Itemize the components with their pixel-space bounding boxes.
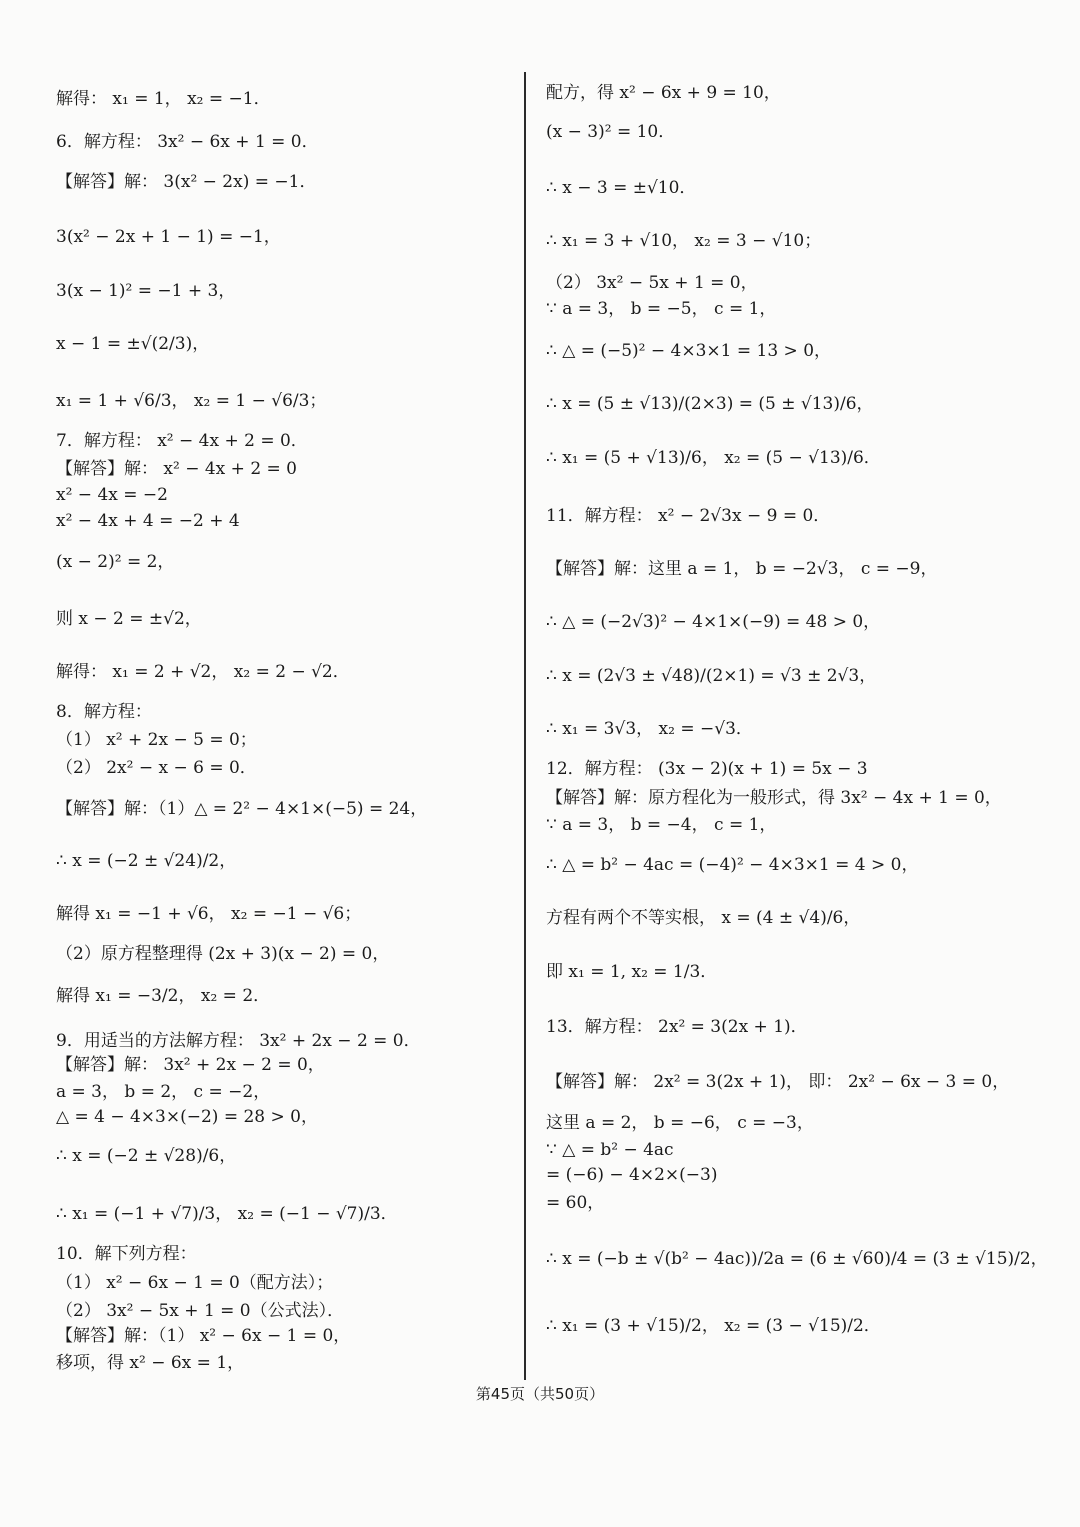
left-line: (x − 2)² = 2， bbox=[56, 552, 175, 572]
right-line: ∴ △ = (−2√3)² − 4×1×(−9) = 48 > 0， bbox=[546, 612, 881, 632]
right-line: 这里 a = 2， b = −6， c = −3， bbox=[546, 1113, 814, 1133]
left-line: 7．解方程： x² − 4x + 2 = 0． bbox=[56, 431, 308, 451]
left-line: 10．解下列方程： bbox=[56, 1244, 197, 1264]
left-line: 解得 x₁ = −3/2， x₂ = 2． bbox=[56, 986, 271, 1006]
left-line: x² − 4x + 4 = −2 + 4 bbox=[56, 511, 240, 531]
right-line: ∴ x₁ = (5 + √13)/6， x₂ = (5 − √13)/6． bbox=[546, 448, 881, 468]
right-line: ∵ a = 3， b = −5， c = 1， bbox=[546, 299, 777, 319]
right-line: ∴ x₁ = 3√3， x₂ = −√3． bbox=[546, 719, 753, 739]
right-line: 【解答】解： 2x² = 3(2x + 1)， 即： 2x² − 6x − 3 = 0， bbox=[546, 1072, 1010, 1092]
right-line: （2） 3x² − 5x + 1 = 0， bbox=[546, 273, 758, 293]
right-line: 【解答】解：这里 a = 1， b = −2√3， c = −9， bbox=[546, 559, 938, 579]
right-line: = 60， bbox=[546, 1193, 605, 1213]
left-line: （2） 2x² − x − 6 = 0． bbox=[56, 758, 257, 778]
left-line: x² − 4x = −2 bbox=[56, 485, 168, 505]
left-line: 3(x − 1)² = −1 + 3， bbox=[56, 281, 236, 301]
right-line: (x − 3)² = 10． bbox=[546, 122, 676, 142]
left-line: ∴ x₁ = (−1 + √7)/3， x₂ = (−1 − √7)/3． bbox=[56, 1204, 398, 1224]
right-line: ∴ △ = (−5)² − 4×3×1 = 13 > 0， bbox=[546, 341, 832, 361]
left-line: a = 3， b = 2， c = −2， bbox=[56, 1082, 271, 1102]
right-line: 11．解方程： x² − 2√3x − 9 = 0． bbox=[546, 506, 831, 526]
left-line: 【解答】解：（1） x² − 6x − 1 = 0， bbox=[56, 1326, 351, 1346]
right-line: = (−6) − 4×2×(−3) bbox=[546, 1165, 718, 1185]
right-line: ∴ x₁ = 3 + √10， x₂ = 3 − √10； bbox=[546, 231, 822, 251]
left-line: 【解答】解： 3x² + 2x − 2 = 0， bbox=[56, 1055, 325, 1075]
left-line: （1） x² + 2x − 5 = 0； bbox=[56, 730, 257, 750]
left-line: 移项，得 x² − 6x = 1， bbox=[56, 1353, 245, 1373]
right-line: 【解答】解：原方程化为一般形式，得 3x² − 4x + 1 = 0， bbox=[546, 788, 1002, 808]
left-line: △ = 4 − 4×3×(−2) = 28 > 0， bbox=[56, 1107, 318, 1127]
right-line: 方程有两个不等实根， x = (4 ± √4)/6， bbox=[546, 908, 861, 928]
left-line: 8．解方程： bbox=[56, 702, 152, 722]
right-line: ∵ △ = b² − 4ac bbox=[546, 1140, 674, 1160]
left-line: （2）原方程整理得 (2x + 3)(x − 2) = 0， bbox=[56, 944, 390, 964]
left-line: x₁ = 1 + √6/3， x₂ = 1 − √6/3； bbox=[56, 391, 327, 411]
right-line: ∴ x = (5 ± √13)/(2×3) = (5 ± √13)/6， bbox=[546, 394, 874, 414]
column-divider bbox=[524, 72, 526, 1380]
left-line: 【解答】解： 3(x² − 2x) = −1． bbox=[56, 172, 317, 192]
left-line: （1） x² − 6x − 1 = 0（配方法）； bbox=[56, 1273, 334, 1293]
left-line: 解得 x₁ = −1 + √6， x₂ = −1 − √6； bbox=[56, 904, 362, 924]
left-line: ∴ x = (−2 ± √28)/6， bbox=[56, 1146, 237, 1166]
right-line: ∴ △ = b² − 4ac = (−4)² − 4×3×1 = 4 > 0， bbox=[546, 855, 919, 875]
left-line: ∴ x = (−2 ± √24)/2， bbox=[56, 851, 237, 871]
right-line: 13．解方程： 2x² = 3(2x + 1)． bbox=[546, 1017, 808, 1037]
left-line: 【解答】解： x² − 4x + 2 = 0 bbox=[56, 459, 297, 479]
right-line: ∴ x = (−b ± √(b² − 4ac))/2a = (6 ± √60)/4 = (3 ± √15)/2， bbox=[546, 1249, 1048, 1269]
left-line: 解得： x₁ = 2 + √2， x₂ = 2 − √2． bbox=[56, 662, 350, 682]
left-line: （2） 3x² − 5x + 1 = 0（公式法）． bbox=[56, 1301, 345, 1321]
left-line: 9．用适当的方法解方程： 3x² + 2x − 2 = 0． bbox=[56, 1031, 421, 1051]
right-line: ∴ x₁ = (3 + √15)/2， x₂ = (3 − √15)/2． bbox=[546, 1316, 881, 1336]
right-line: 即 x₁ = 1, x₂ = 1/3． bbox=[546, 962, 718, 982]
left-line: 3(x² − 2x + 1 − 1) = −1， bbox=[56, 227, 281, 247]
left-line: 【解答】解：（1）△ = 2² − 4×1×(−5) = 24， bbox=[56, 799, 428, 819]
right-line: 配方，得 x² − 6x + 9 = 10， bbox=[546, 83, 781, 103]
left-line: 解得： x₁ = 1， x₂ = −1． bbox=[56, 89, 271, 109]
right-line: ∴ x = (2√3 ± √48)/(2×1) = √3 ± 2√3， bbox=[546, 666, 877, 686]
right-line: ∵ a = 3， b = −4， c = 1， bbox=[546, 815, 777, 835]
right-line: ∴ x − 3 = ±√10． bbox=[546, 178, 697, 198]
right-line: 12．解方程： (3x − 2)(x + 1) = 5x − 3 bbox=[546, 759, 868, 779]
left-line: 6．解方程： 3x² − 6x + 1 = 0． bbox=[56, 132, 319, 152]
left-line: 则 x − 2 = ±√2， bbox=[56, 609, 202, 629]
page-footer: 第45页（共50页） bbox=[475, 1385, 605, 1403]
left-line: x − 1 = ±√(2/3)， bbox=[56, 334, 210, 354]
